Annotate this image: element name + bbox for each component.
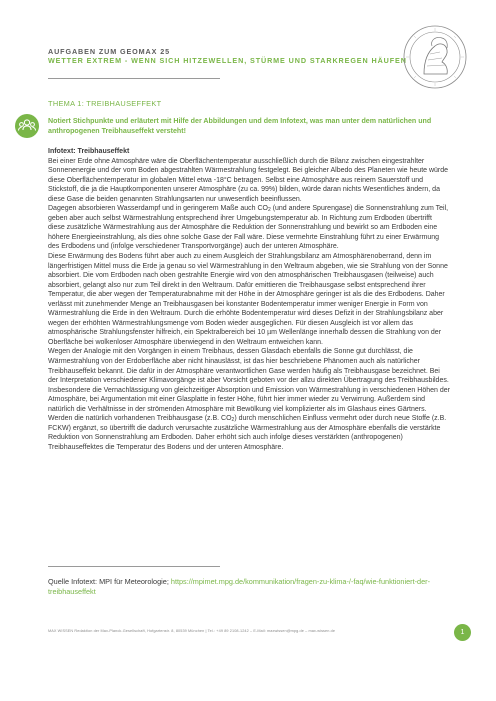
infotext-paragraph: Wegen der Analogie mit den Vorgängen in einem Treibhaus, dessen Glasdach ebenfalls die Sonne gut durchlässt, die Wärmestrahlung von der Erdoberfläche aber nicht hinauslässt, ist das hier beschriebene Phänomen auch als natürlicher Treibhauseffekt bekannt. Die dafür in der Atmosphäre verantwortlichen Gase werden häufig als Treibhausgase bezeichnet. Bei der Interpretation verschiedener Klimavorgänge ist aber Vorsicht geboten vor der allzu direkten Übertragung des Treibhausbildes. Insbesondere die Vernachlässigung von gleichzeitiger Absorption und Emission von Wärmestrahlung in verschiedenen Höhen der Atmosphäre, bei Argumentation mit einer Glasplatte in fester Höhe, führt hier immer wieder zu Verwirrung. Außerdem sind natürlich die Verhältnisse in der strömenden Atmosphäre mit Bewölkung viel komplizierter als im Glashaus eines Gärtners. bbox=[48, 348, 450, 413]
source-citation bbox=[48, 577, 448, 597]
divider-bottom bbox=[48, 566, 220, 567]
infotext-paragraph: Bei einer Erde ohne Atmosphäre wäre die Oberflächentemperatur ausschließlich durch die Bilanz zwischen eingestrahlter Sonnenenergie und der vom Boden abgestrahlten Wärmestrahlung festgelegt. Bei gleicher Albedo des Planeten wie heute würde diese Oberflächentemperatur im globalen Mittel etwa -18°C betragen. Selbst eine Atmosphäre aus reinem Sauerstoff und Stickstoff, die ja die Hauptkomponenten unserer Atmosphäre (zu ca. 99%) bilden, würde daran nichts Wesentliches ändern, da diese Gase die beiden genannten Strahlungsarten nur unwesentlich beeinflussen. bbox=[48, 157, 449, 203]
page-number: 1 bbox=[454, 624, 471, 641]
minerva-seal-icon bbox=[402, 24, 468, 90]
infotext-paragraph: Dagegen absorbieren Wasserdampf und in geringerem Maße auch $CO_2$ (und andere Spurengase) die Sonnenstrahlung zum Teil, geben aber auch selbst Wärmestrahlung entsprechend ihrer Umgebungstemperatur ab. In Richtung zum Erdboden übertrifft diese zusätzliche Wärmestrahlung aus der Atmosphäre die Reduktion der Sonnenstrahlung und bewirkt so am Erdboden eine höhere Energieeinstrahlung, als dies ohne solche Gase der Fall wäre. Diese vermehrte Einstrahlung führt zu einer Erwärmung des Erdbodens und (infolge verschiedener Transportvorgänge) auch der unteren Atmosphäre. bbox=[48, 205, 449, 251]
task-instruction: Notiert Stichpunkte und erläutert mit Hilfe der Abbildungen und dem Infotext, was man unter dem natürlichen und anthropogenen Treibhauseffekt versteht! bbox=[48, 117, 432, 135]
infotext-paragraph: Diese Erwärmung des Bodens führt aber auch zu einem Ausgleich der Strahlungsbilanz am Atmosphärenoberrand, denn im längerfristigen Mittel muss die Erde ja genau so viel Wärmestrahlung in den Weltraum abgeben, wie sie Strahlung von der Sonne absorbiert. Die vom Erdboden nach oben gestrahlte Energie wird von den atmosphärischen Treibhausgasen (teilweise) auch absorbiert, gelangt also nur zum Teil direkt in den Weltraum. Dafür emittieren die Treibhausgase selbst entsprechend ihrer Temperatur, die aber wegen der Temperaturabnahme mit der Höhe in der Atmosphäre geringer ist als die des Erdbodens. Daher verlässt mit zunehmender Menge an Treibhausgasen bei konstanter Bodentemperatur immer weniger Energie in Form von Wärmestrahlung die Erde in den Weltraum. Durch die erhöhte Bodentemperatur wird dieses Defizit in der Strahlungsbilanz aber wegen der erhöhten Wärmestrahlungsmenge vom Boden wieder ausgeglichen. Für diesen Ausgleich ist vor allem das atmosphärische Strahlungsfenster hilfreich, ein Spektralbereich bei 10 µm Wellenlänge innerhalb dessen die Strahlung von der Oberfläche bei wolkenloser Atmosphäre überwiegend in den Weltraum entweichen kann. bbox=[48, 253, 448, 346]
infotext bbox=[48, 147, 450, 453]
source-label: Quelle Infotext: MPI für Meteorologie; bbox=[48, 577, 171, 586]
section-title: THEMA 1: TREIBHAUSEFFEKT bbox=[48, 99, 162, 108]
source-link[interactable]: https://mpimet.mpg.de/kommunikation/fragen-zu-klima-/-faq/wie-funktioniert-der-treibhauseffekt bbox=[48, 577, 431, 596]
infotext-heading: Infotext: Treibhauseffekt bbox=[48, 148, 130, 155]
group-people-icon bbox=[15, 114, 39, 138]
header-subtitle: WETTER EXTREM - WENN SICH HITZEWELLEN, STÜRME UND STARKREGEN HÄUFEN bbox=[48, 56, 407, 65]
infotext-paragraph: Werden die natürlich vorhandenen Treibhausgase (z.B. $CO_2$) durch menschlichen Einfluss vermehrt oder durch neue Stoffe (z.B. FCKW) ergänzt, so übertrifft die dadurch verursachte zusätzliche Wärmestrahlung aus der Atmosphäre ebenfalls die verstärkte Reduktion von Sonnenstrahlung am Erdboden. Daher erhöht sich auch infolge dieses verstärkten (anthropogenen) Treibhauseffektes die Temperatur des Bodens und der unteren Atmosphäre. bbox=[48, 415, 447, 451]
divider-top bbox=[48, 78, 220, 79]
header-title: AUFGABEN ZUM GEOMAX 25 bbox=[48, 47, 171, 56]
footer-address: MAX WISSEN Redaktion der Max-Planck-Gesellschaft, Hofgartenstr. 8, 80539 München | Tel.: +49 89 2108-1242 – E-Mail: maxwissen@mpg.de – max-wissen.de bbox=[48, 629, 336, 633]
